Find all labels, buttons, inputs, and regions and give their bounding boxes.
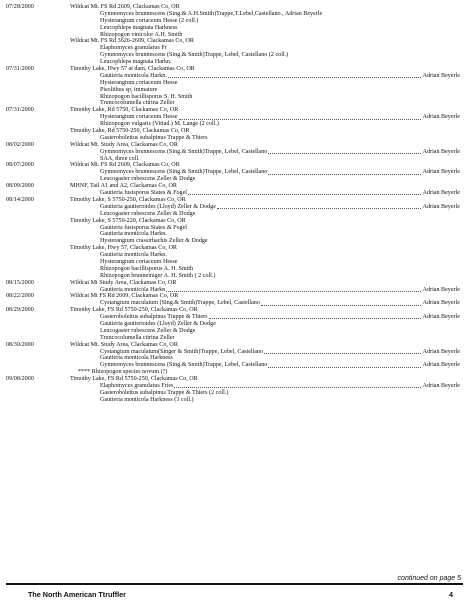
species-row — [6, 156, 460, 163]
entry-header-row — [6, 142, 460, 149]
species-line — [100, 314, 460, 321]
collection-location: Timothy Lake, FS Rd 5750-250, Clackamas Co, OR — [70, 307, 198, 314]
species-row — [6, 25, 460, 32]
entry-header-row — [6, 4, 460, 11]
species-name: Gautieria monticola Harkness (3 coll.) — [100, 396, 194, 403]
species-row — [6, 266, 460, 273]
species-row — [6, 383, 460, 390]
species-name: Leucophleps magnata Harkn. — [100, 59, 172, 66]
collection-location: Timothy Lake, Rd 5750, Clackamas Co, OR — [70, 107, 179, 114]
dot-leader — [268, 149, 420, 154]
entry-header-row — [6, 245, 460, 252]
species-name: Hysterangium coriaceum Hesse — [100, 114, 178, 121]
species-row — [6, 397, 460, 404]
footer-rule — [6, 583, 463, 585]
species-name: Rhizopogon vulgaris (Vittad.) M. Lange (2 coll.) — [100, 121, 219, 128]
species-row — [6, 94, 460, 101]
species-line — [100, 169, 460, 176]
species-name: Rhizopogon bacillisporus A. H. Smith — [100, 265, 194, 272]
species-name: Gasterobolettus subalpinus Trappe & Thiers — [100, 314, 208, 321]
species-row — [6, 32, 460, 39]
species-line — [100, 287, 460, 294]
collection-date: 08/29/2000 — [6, 307, 34, 314]
collection-location: Timothy Lake, FS Rd 5750-250, Clackamas Co, OR — [70, 376, 198, 383]
species-row — [6, 100, 460, 107]
collection-location: Wildcat Mt. FS Rd 2609, Clackamas Co, OR — [70, 162, 180, 169]
species-row — [6, 121, 460, 128]
species-name: Gautieria gautierioides (Lloyd) Zeller & Dodge — [100, 320, 216, 327]
species-name: Gautieria gautierioides (Lloyd) Zeller & Dodge — [100, 203, 216, 210]
species-line — [100, 300, 460, 307]
species-name: Cystangium maculatum (Sing.& Smith)Trappe, Lebel, Castellano — [100, 300, 260, 307]
species-name: Gasterobolettus subalpinus Trappe & Thiers (2 coll.) — [100, 389, 229, 396]
species-row — [6, 362, 460, 369]
species-row — [6, 114, 460, 121]
collector-name: Adrian Beyerle — [422, 190, 460, 197]
species-row — [6, 349, 460, 356]
species-name: Gautieria monticola Harkn — [100, 286, 166, 293]
species-name: Leucophleps magnata Harkness — [100, 24, 178, 31]
species-row — [6, 204, 460, 211]
species-row — [6, 252, 460, 259]
collection-location: Timothy Lake, Hwy 57 at dam, Clackamas Co, OR — [70, 66, 195, 73]
entry-header-row — [6, 197, 460, 204]
species-name: Truncocolumella citrina Zeller — [100, 100, 175, 107]
species-line — [100, 73, 460, 80]
species-row — [6, 52, 460, 59]
collection-date: 08/02/2000 — [6, 141, 34, 148]
entry-header-row — [6, 307, 460, 314]
collection-location: Wildcat Mt FS Rd 2609, Clackamas Co, OR — [70, 293, 179, 300]
collection-location: Wildcat Mt Study Area, Clackamas Co, OR — [70, 279, 177, 286]
species-name: Gautieria monticola Harkn. — [100, 231, 167, 238]
collection-log — [6, 4, 460, 404]
collection-location: Timothy Lake, Hwy 57, Clackamas Co, OR — [70, 245, 177, 252]
entry-header-row — [6, 376, 460, 383]
collection-date: 07/31/2000 — [6, 107, 34, 114]
species-name: Gautieria monticola Harkn. — [100, 252, 167, 259]
species-name: Truncocolumella citrina Zeller — [100, 334, 175, 341]
publication-title: The North American Ttruffler — [28, 590, 126, 599]
collector-name: Adrian Beyerle — [422, 382, 460, 389]
collector-name: Adrian Beyerle — [422, 72, 460, 79]
entry-header-row — [6, 38, 460, 45]
species-name: Rhizopogon vinicolor A.H. Smith — [100, 31, 183, 38]
dot-leader — [209, 314, 421, 319]
species-row — [6, 11, 460, 18]
dot-leader — [174, 383, 420, 388]
entry-header-row — [6, 280, 460, 287]
collector-name: Adrian Beyerle — [422, 203, 460, 210]
dot-leader — [268, 169, 420, 174]
species-name: Hysterangium coriaceum Hesse (2 coll.) — [100, 17, 199, 24]
species-name: Gymnomyces brunnescens (Sing.& Smith)Trappe, Lebel, Castellano (2 coll.) — [100, 52, 289, 59]
collector-name: Adrian Beyerle — [422, 314, 460, 321]
dot-leader — [268, 362, 420, 367]
species-row — [6, 300, 460, 307]
continued-note: continued on page 5 — [397, 575, 461, 582]
species-row — [6, 135, 460, 142]
collector-name: Adrian Beyerle — [422, 148, 460, 155]
collection-date: 08/22/2000 — [6, 293, 34, 300]
species-row — [6, 190, 460, 197]
collector-name: Adrian Beyerle — [422, 362, 460, 369]
dot-leader — [179, 114, 421, 119]
species-name: Leucogaster rubescens Zeller & Dodge — [100, 210, 196, 217]
species-name: SAA, three coll. — [100, 155, 140, 162]
species-name: Gymnomyces brunnescens (Sing.& Smith)Trappe, Lebel, Castellano — [100, 169, 268, 176]
species-row — [6, 176, 460, 183]
species-row — [6, 238, 460, 245]
species-row — [6, 211, 460, 218]
collection-location: MHNF, Tail A1 and A2, Clackamas Co, OR — [70, 183, 177, 190]
species-row — [6, 231, 460, 238]
species-row — [6, 259, 460, 266]
species-name: Pisolithus sp, immature — [100, 86, 158, 93]
species-row — [6, 390, 460, 397]
species-row — [6, 335, 460, 342]
dot-leader — [264, 349, 420, 354]
collector-name: Adrian Beyerle — [422, 114, 460, 121]
species-row — [6, 149, 460, 156]
collection-date: 09/08/2000 — [6, 376, 34, 383]
species-row — [6, 314, 460, 321]
collection-location: Wildcat Mt. FS Rd 3626-2609, Clackamas Co, OR — [70, 38, 194, 45]
species-name: Gymnomyces brunnescens (Sing.& Smith)Trappe, Lebel, Castellano — [100, 148, 268, 155]
collection-date: 08/09/2000 — [6, 183, 34, 190]
species-name: Gautieria fusisporus States & Fogel — [100, 224, 187, 231]
collector-name: Adrian Beyerle — [422, 300, 460, 307]
collection-date: 08/30/2000 — [6, 341, 34, 348]
collection-date: 07/31/2000 — [6, 66, 34, 73]
entry-header-row — [6, 342, 460, 349]
species-row — [6, 80, 460, 87]
dot-leader — [188, 190, 421, 195]
collection-date: 08/14/2000 — [6, 196, 34, 203]
species-name: Gautieria fusisporus States & Fogel — [100, 190, 187, 197]
collection-location: Timothy Lake, S 5750-220, Clackamas Co, OR — [70, 217, 186, 224]
entry-header-row — [6, 107, 460, 114]
species-name: Leucogaster rubescens Zeller & Dodge — [100, 327, 196, 334]
species-name: Gautieria monticola Harkness — [100, 355, 173, 362]
species-row — [6, 225, 460, 232]
collection-location: Wildcat Mt. Study Area, Clackamas Co, OR — [70, 341, 178, 348]
species-note: **** Rhizopogon species novum (?) — [78, 369, 168, 376]
species-row — [6, 273, 460, 280]
species-line — [100, 149, 460, 156]
species-row — [6, 73, 460, 80]
dot-leader — [166, 287, 420, 292]
species-name: Hysterangium coriaceum Hesse — [100, 79, 178, 86]
species-row — [6, 87, 460, 94]
entry-header-row — [6, 66, 460, 73]
species-line — [100, 204, 460, 211]
dot-leader — [168, 73, 421, 78]
page-number: 4 — [449, 590, 453, 599]
dot-leader — [261, 300, 421, 305]
species-row — [6, 321, 460, 328]
collection-location: Timothy Lake, S 5750-250, Clackamas Co, OR — [70, 196, 186, 203]
species-name: Elaphomyces granulatus Fries — [100, 382, 174, 389]
collection-location: Timothy Lake, Rd 5750-250, Clackamas Co, OR — [70, 128, 190, 135]
collection-date: 07/28/2000 — [6, 4, 34, 10]
species-name: Gautieria monticola Harkn. — [100, 72, 167, 79]
species-row — [6, 287, 460, 294]
species-line — [100, 383, 460, 390]
dot-leader — [217, 204, 421, 209]
species-name: Hysterangium coriaceum Hesse — [100, 258, 178, 265]
species-name: Rhizopogon bacillisporus S. H. Smith — [100, 93, 193, 100]
species-name: Elaphomyces granulatus Fr — [100, 45, 167, 52]
species-name: Leucogaster rubescens Zeller & Dodge — [100, 176, 196, 183]
species-line — [100, 349, 460, 356]
collection-location: Wildcat Mt. FS Rd 2609, Clackamas Co, OR — [70, 4, 180, 10]
species-name: Rhizopogon brunneiniger A. H. Smith ( 2 coll.) — [100, 272, 216, 279]
species-name: Gymnomyces brunnescens (Sing.& Smith)Trappe, Lebel, Castellano — [100, 362, 268, 369]
collection-date: 08/15/2000 — [6, 279, 34, 286]
species-name: Gymnomyces brunnescens (Sing.& A.H.Smith)Trappe,T.Lebel,Castellano., Adrian Beyerle — [100, 10, 323, 17]
collector-name: Adrian Beyerle — [422, 169, 460, 176]
entry-header-row — [6, 218, 460, 225]
collection-date: 08/07/2000 — [6, 162, 34, 169]
species-row — [6, 18, 460, 25]
collector-name: Adrian Beyerle — [422, 286, 460, 293]
species-line — [100, 190, 460, 197]
species-name: Gasterobolettus subalpinus Trappe & Thiers — [100, 134, 208, 141]
entry-header-row — [6, 183, 460, 190]
species-name: Hysterangium crassirhachis Zeller & Dodge — [100, 238, 208, 245]
entry-header-row — [6, 128, 460, 135]
collector-name: Adrian Beyerle — [422, 348, 460, 355]
species-row — [6, 59, 460, 66]
note-row — [6, 369, 460, 376]
species-name: Cystangium maculatum(Singer & Smith)Trappe, Lebel, Castellano — [100, 348, 264, 355]
collection-location: Wildcat Mt. Study Area, Clackamas Co, OR — [70, 141, 178, 148]
species-row — [6, 169, 460, 176]
species-row — [6, 328, 460, 335]
